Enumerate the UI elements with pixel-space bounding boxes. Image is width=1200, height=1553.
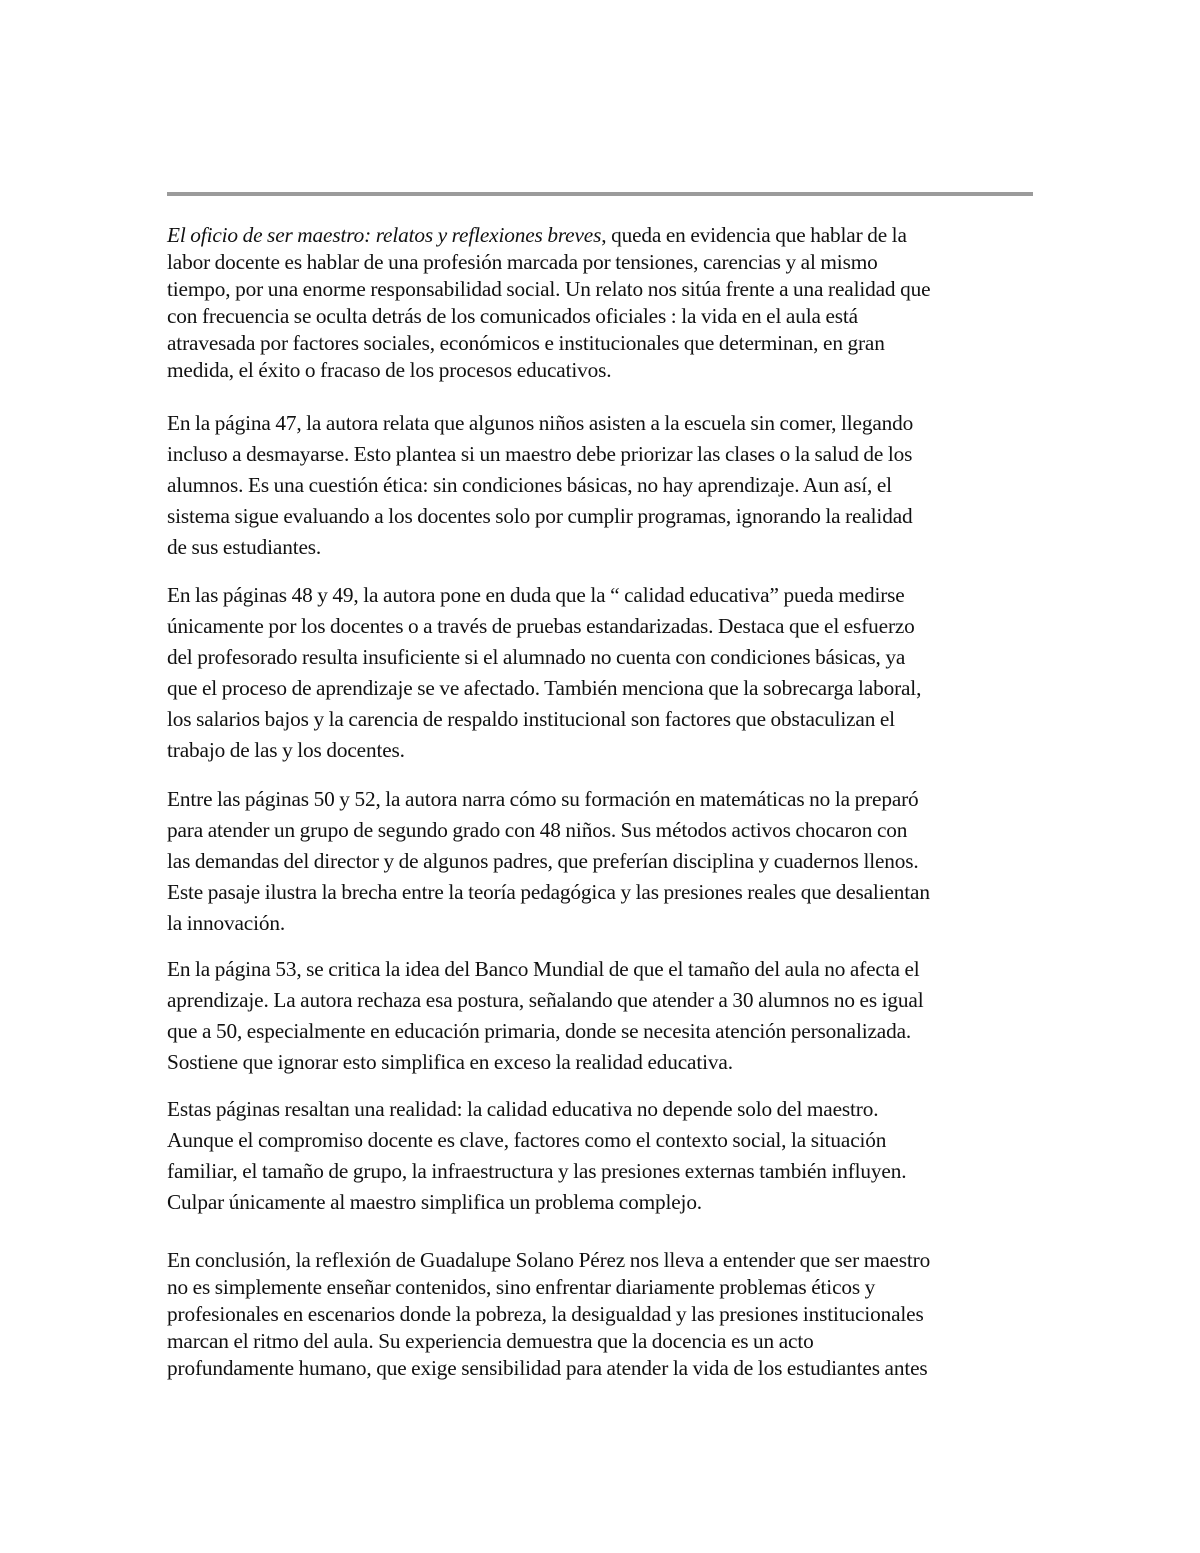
text-line: En la página 47, la autora relata que algunos niños asisten a la escuela sin comer, llegando xyxy=(167,411,914,435)
text-line: En conclusión, la reflexión de Guadalupe Solano Pérez nos lleva a entender que ser maestro xyxy=(167,1248,931,1272)
header-rule xyxy=(167,192,1033,196)
text-line: sistema sigue evaluando a los docentes solo por cumplir programas, ignorando la realidad xyxy=(167,504,913,528)
text-line: los salarios bajos y la carencia de respaldo institucional son factores que obstaculizan el xyxy=(167,707,895,731)
text-line: únicamente por los docentes o a través de pruebas estandarizadas. Destaca que el esfuerzo xyxy=(167,614,915,638)
text-line: no es simplemente enseñar contenidos, sino enfrentar diariamente problemas éticos y xyxy=(167,1275,876,1299)
text-line: alumnos. Es una cuestión ética: sin condiciones básicas, no hay aprendizaje. Aun así, el xyxy=(167,473,892,497)
text-line: la innovación. xyxy=(167,911,286,935)
paragraph-pages-48-49 xyxy=(167,580,1033,766)
text-line xyxy=(167,222,1033,249)
text-line: para atender un grupo de segundo grado con 48 niños. Sus métodos activos chocaron con xyxy=(167,818,908,842)
paragraph-page-47 xyxy=(167,408,1033,563)
text-line: trabajo de las y los docentes. xyxy=(167,738,405,762)
document-page xyxy=(167,0,1033,1553)
text-line: las demandas del director y de algunos padres, que preferían disciplina y cuadernos llenos. xyxy=(167,849,919,873)
text-line: que a 50, especialmente en educación primaria, donde se necesita atención personalizada. xyxy=(167,1019,912,1043)
text-line: profundamente humano, que exige sensibilidad para atender la vida de los estudiantes antes xyxy=(167,1356,928,1380)
text-line: Aunque el compromiso docente es clave, factores como el contexto social, la situación xyxy=(167,1128,887,1152)
text-line: Estas páginas resaltan una realidad: la calidad educativa no depende solo del maestro. xyxy=(167,1097,879,1121)
text-line: incluso a desmayarse. Esto plantea si un maestro debe priorizar las clases o la salud de los xyxy=(167,442,913,466)
book-title: El oficio de ser maestro: relatos y reflexiones breves xyxy=(167,223,602,247)
text-line: de sus estudiantes. xyxy=(167,535,322,559)
paragraph-summary xyxy=(167,1094,1033,1218)
text-line: familiar, el tamaño de grupo, la infraestructura y las presiones externas también influyen. xyxy=(167,1159,907,1183)
text-line: que el proceso de aprendizaje se ve afectado. También menciona que la sobrecarga laboral, xyxy=(167,676,922,700)
text-line: atravesada por factores sociales, económicos e institucionales que determinan, en gran xyxy=(167,331,885,355)
text-line: Entre las páginas 50 y 52, la autora narra cómo su formación en matemáticas no la preparó xyxy=(167,787,919,811)
text-span: , queda en evidencia que hablar de la xyxy=(601,223,907,247)
text-line: Sostiene que ignorar esto simplifica en exceso la realidad educativa. xyxy=(167,1050,733,1074)
text-line: marcan el ritmo del aula. Su experiencia demuestra que la docencia es un acto xyxy=(167,1329,814,1353)
text-line: con frecuencia se oculta detrás de los comunicados oficiales : la vida en el aula está xyxy=(167,304,858,328)
text-line: Culpar únicamente al maestro simplifica un problema complejo. xyxy=(167,1190,702,1214)
text-line: Este pasaje ilustra la brecha entre la teoría pedagógica y las presiones reales que desalientan xyxy=(167,880,930,904)
text-line: En las páginas 48 y 49, la autora pone en duda que la “ calidad educativa” pueda medirse xyxy=(167,583,905,607)
text-line: tiempo, por una enorme responsabilidad social. Un relato nos sitúa frente a una realidad que xyxy=(167,277,931,301)
conclusion-paragraph xyxy=(167,1247,1033,1382)
paragraph-page-53 xyxy=(167,954,1033,1078)
text-line: En la página 53, se critica la idea del Banco Mundial de que el tamaño del aula no afecta el xyxy=(167,957,920,981)
intro-paragraph xyxy=(167,222,1033,384)
text-line: aprendizaje. La autora rechaza esa postura, señalando que atender a 30 alumnos no es igual xyxy=(167,988,924,1012)
paragraph-pages-50-52 xyxy=(167,784,1033,939)
text-line: labor docente es hablar de una profesión marcada por tensiones, carencias y al mismo xyxy=(167,250,878,274)
text-line: del profesorado resulta insuficiente si el alumnado no cuenta con condiciones básicas, ya xyxy=(167,645,906,669)
text-line: medida, el éxito o fracaso de los procesos educativos. xyxy=(167,358,612,382)
text-line: profesionales en escenarios donde la pobreza, la desigualdad y las presiones institucionales xyxy=(167,1302,924,1326)
